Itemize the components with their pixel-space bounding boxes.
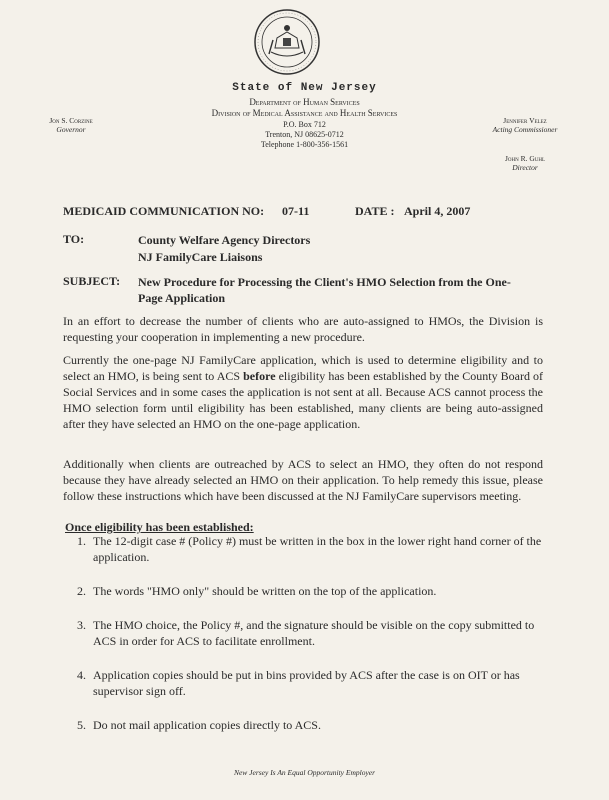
director-name: John R. Guhl [504, 154, 546, 163]
list-item: 3. The HMO choice, the Policy #, and the signature should be visible on the copy submitted to ACS in order for ACS to facilitate enrollment. [89, 617, 559, 649]
telephone: Telephone 1-800-356-1561 [260, 140, 349, 149]
paragraph-2-end: eligibility has been established by the County Board of Social Services and in some cases the application is not sent at all. Because ACS cannot process the HMO selection form until eligibility has been established, many clients are being auto-assigned after they have selected an HMO on the one-page application. [63, 369, 544, 431]
subject-label: SUBJECT: [63, 274, 121, 288]
governor-block [16, 116, 126, 134]
eligibility-heading: Once eligibility has been established: [65, 520, 254, 534]
po-box: P.O. Box 712 [283, 120, 326, 129]
commissioner-title: Acting Commissioner [492, 125, 558, 134]
to-line-2: NJ FamilyCare Liaisons [138, 250, 263, 264]
to-label: TO: [63, 232, 85, 246]
paragraph-2 [63, 352, 543, 432]
director-block [470, 154, 580, 172]
state-name: State of New Jersey [232, 82, 377, 94]
list-item: 2. The words "HMO only" should be written on the top of the application. [89, 583, 559, 599]
list-item: 5. Do not mail application copies directly to ACS. [89, 717, 559, 733]
state-seal-icon [253, 8, 321, 76]
footer-text: New Jersey Is An Equal Opportunity Employer [233, 768, 376, 777]
instruction-list [63, 533, 559, 751]
communication-label: MEDICAID COMMUNICATION NO: [63, 204, 265, 218]
department-name: Department of Human Services [249, 97, 360, 107]
subject-text: New Procedure for Processing the Client's HMO Selection from the One-Page Application [138, 275, 511, 305]
commissioner-name: Jennifer Velez [503, 116, 547, 125]
list-item: 1. The 12-digit case # (Policy #) must be written in the box in the lower right hand corner of the application. [89, 533, 559, 565]
city-address: Trenton, NJ 08625-0712 [265, 130, 344, 139]
paragraph-3: Additionally when clients are outreached by ACS to select an HMO, they often do not respond because they have already selected an HMO on their application. To help remedy this issue, please follow these instructions which have been discussed at the NJ FamilyCare supervisors meeting. [63, 457, 543, 503]
commissioner-block [470, 116, 580, 134]
governor-title: Governor [56, 125, 86, 134]
division-name: Division of Medical Assistance and Health Services [211, 108, 398, 118]
communication-number: 07-11 [282, 204, 310, 218]
date-value: April 4, 2007 [404, 204, 471, 218]
director-title: Director [512, 163, 538, 172]
to-line-1: County Welfare Agency Directors [138, 233, 311, 247]
paragraph-2-emphasis: before [243, 369, 276, 383]
governor-name: Jon S. Corzine [49, 116, 93, 125]
list-item: 4. Application copies should be put in bins provided by ACS after the case is on OIT or has supervisor sign off. [89, 667, 559, 699]
paragraph-2-start: Currently the one-page NJ FamilyCare application, which is used to determine eligibility and to select an HMO, is being sent to ACS [63, 353, 543, 383]
to-recipients [138, 232, 310, 266]
paragraph-1: In an effort to decrease the number of clients who are auto-assigned to HMOs, the Division is requesting your cooperation in implementing a new procedure. [63, 314, 543, 344]
date-label: DATE : [355, 204, 395, 218]
